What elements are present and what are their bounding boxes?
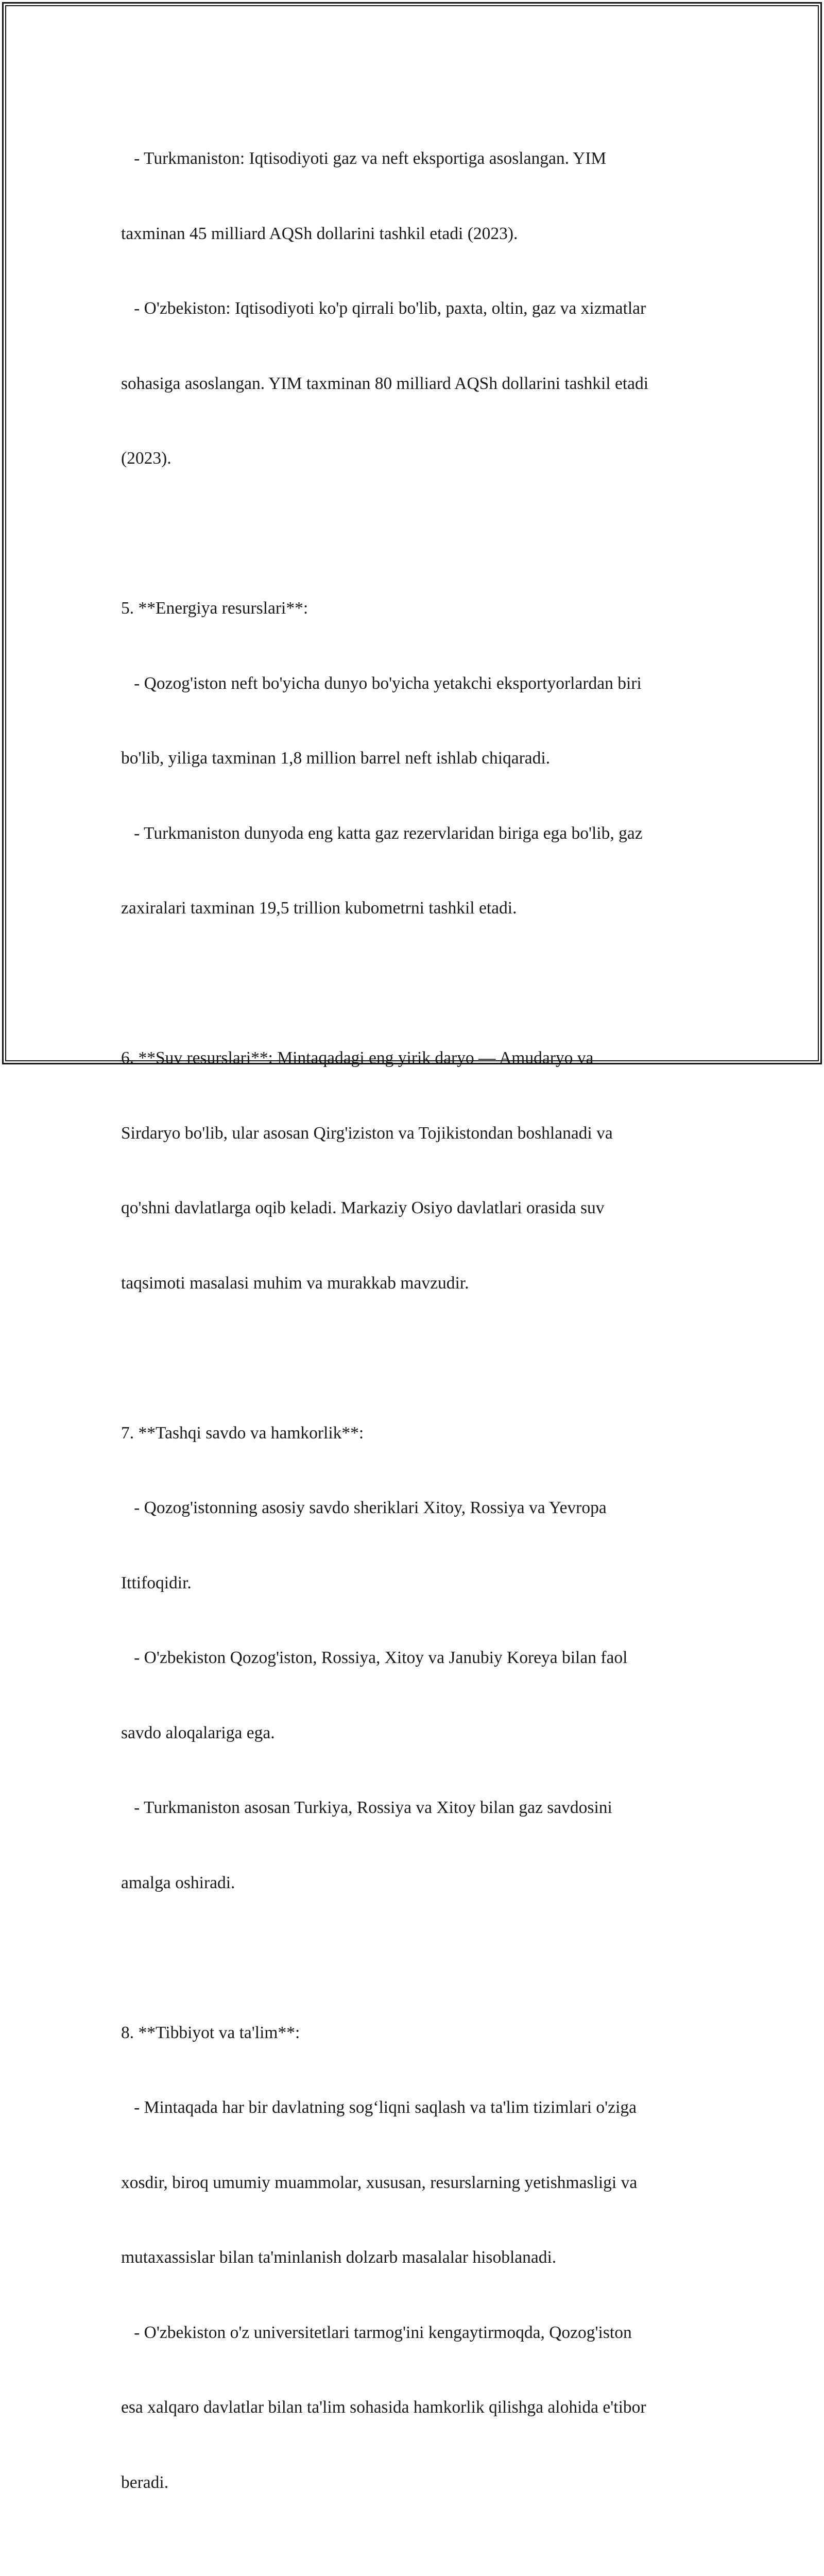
text-line: - Qozog'iston neft bo'yicha dunyo bo'yicha yetakchi eksportyorlardan biri	[121, 673, 642, 693]
text-line: qo'shni davlatlarga oqib keladi. Markaziy Osiyo davlatlari orasida suv	[121, 1198, 605, 1217]
text-line: xosdir, biroq umumiy muammolar, xususan, resurslarning yetishmasligi va	[121, 2173, 638, 2192]
section-heading: 7. **Tashqi savdo va hamkorlik**:	[121, 1423, 364, 1443]
text-line: Ittifoqidir.	[121, 1573, 192, 1592]
text-line: - Turkmaniston dunyoda eng katta gaz rezervlaridan biriga ega bo'lib, gaz	[121, 823, 643, 843]
text-line: Sirdaryo bo'lib, ular asosan Qirg'iziston va Tojikistondan boshlanadi va	[121, 1123, 613, 1143]
text-line: taxminan 45 milliard AQSh dollarini tashkil etadi (2023).	[121, 224, 518, 243]
blank-line	[121, 1346, 713, 1371]
text-line: - O'zbekiston o'z universitetlari tarmog'ini kengaytirmoqda, Qozog'iston	[121, 2323, 632, 2342]
text-line: (2023).	[121, 449, 171, 468]
text-line: - O'zbekiston: Iqtisodiyoti ko'p qirrali bo'lib, paxta, oltin, gaz va xizmatlar	[121, 299, 646, 318]
blank-line	[121, 2545, 713, 2570]
blank-line	[121, 971, 713, 996]
text-line: bo'lib, yiliga taxminan 1,8 million barrel neft ishlab chiqaradi.	[121, 749, 551, 768]
text-line: esa xalqaro davlatlar bilan ta'lim sohasida hamkorlik qilishga alohida e'tibor	[121, 2398, 646, 2417]
blank-line	[121, 521, 713, 547]
blank-line	[121, 1945, 713, 1971]
document-body	[121, 96, 713, 2576]
section-heading: 6. **Suv resurslari**: Mintaqadagi eng yirik daryo — Amudaryo va	[121, 1048, 594, 1067]
text-line: - Mintaqada har bir davlatning sog‘liqni saqlash va ta'lim tizimlari o'ziga	[121, 2098, 637, 2117]
text-line: sohasiga asoslangan. YIM taxminan 80 milliard AQSh dollarini tashkil etadi	[121, 374, 649, 393]
text-line: - O'zbekiston Qozog'iston, Rossiya, Xitoy va Janubiy Koreya bilan faol	[121, 1648, 628, 1667]
text-line: zaxiralari taxminan 19,5 trillion kubometrni tashkil etadi.	[121, 899, 517, 918]
text-line: - Qozog'istonning asosiy savdo sheriklari Xitoy, Rossiya va Yevropa	[121, 1498, 607, 1517]
text-line: beradi.	[121, 2472, 169, 2492]
section-heading: 8. **Tibbiyot va ta'lim**:	[121, 2023, 300, 2042]
text-line: - Turkmaniston asosan Turkiya, Rossiya va Xitoy bilan gaz savdosini	[121, 1798, 612, 1817]
text-line: savdo aloqalariga ega.	[121, 1723, 275, 1742]
section-heading: 5. **Energiya resurslari**:	[121, 599, 308, 618]
text-line: mutaxassislar bilan ta'minlanish dolzarb masalalar hisoblanadi.	[121, 2248, 557, 2267]
text-line: - Turkmaniston: Iqtisodiyoti gaz va neft eksportiga asoslangan. YIM	[121, 149, 607, 168]
text-line: amalga oshiradi.	[121, 1873, 235, 1892]
text-line: taqsimoti masalasi muhim va murakkab mavzudir.	[121, 1273, 469, 1293]
